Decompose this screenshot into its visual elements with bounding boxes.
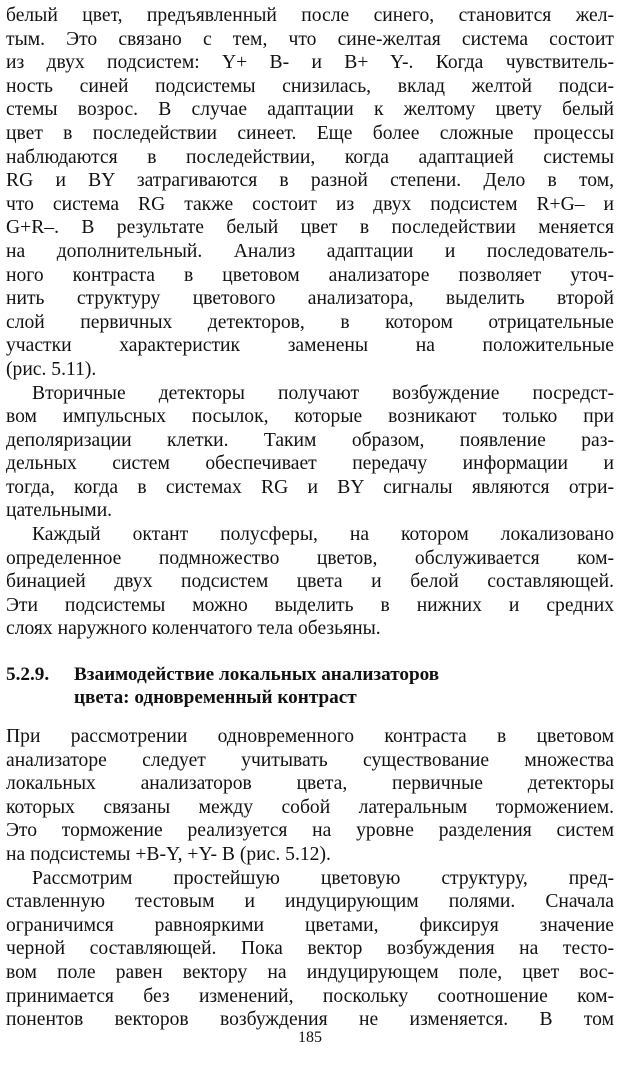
text-line: цвет в последействии синеет. Еще более сложные процессы <box>6 122 614 144</box>
text-line: ставленную тестовым и индуцирующим полями. Сначала <box>6 891 614 913</box>
section-number: 5.2.9. <box>6 664 50 686</box>
text-line: что система RG также состоит из двух подсистем R+G– и <box>6 193 614 215</box>
text-line: Рассмотрим простейшую цветовую структуру, пред- <box>32 867 614 889</box>
text-line: черной составляющей. Пока вектор возбуждения на тесто- <box>6 938 614 960</box>
book-page <box>6 4 614 1062</box>
text-line: определенное подмножество цветов, обслуживается ком- <box>6 547 614 569</box>
section-title-line-1: Взаимодействие локальных анализаторов <box>74 664 440 686</box>
text-line: Каждый октант полусферы, на котором локализовано <box>32 524 614 546</box>
text-line: Это торможение реализуется на уровне разделения систем <box>6 820 614 842</box>
text-line: тогда, когда в системах RG и BY сигналы являются отри- <box>6 476 614 498</box>
text-line: G+R–. В результате белый цвет в последействии меняется <box>6 217 614 239</box>
text-line: При рассмотрении одновременного контраста в цветовом <box>6 726 614 748</box>
text-line: вом поле равен вектору на индуцирующем поле, цвет вос- <box>6 961 614 983</box>
text-line: RG и BY затрагиваются в разной степени. Дело в том, <box>6 170 614 192</box>
text-line: (рис. 5.11). <box>6 358 97 380</box>
text-line: из двух подсистем: Y+ B- и B+ Y-. Когда чувствитель- <box>6 52 614 74</box>
text-line: ного контраста в цветовом анализаторе позволяет уточ- <box>6 264 614 286</box>
section-heading <box>6 663 614 709</box>
text-line: понентов векторов возбуждения не изменяется. В том <box>6 1009 614 1031</box>
text-line: нить структуру цветового анализатора, выделить второй <box>6 288 614 310</box>
paragraph-5 <box>6 867 614 1032</box>
text-line: ограничимся равнояркими цветами, фиксируя значение <box>6 914 614 936</box>
section-title-line-2: цвета: одновременный контраст <box>74 687 357 709</box>
text-line: принимается без изменений, поскольку соотношение ком- <box>6 985 614 1007</box>
text-line: Эти подсистемы можно выделить в нижних и средних <box>6 594 614 616</box>
paragraph-4 <box>6 725 614 867</box>
text-line: участки характеристик заменены на положительные <box>6 335 614 357</box>
text-line: стемы возрос. В случае адаптации к желтому цвету белый <box>6 99 614 121</box>
text-line: Вторичные детекторы получают возбуждение посредст- <box>32 382 614 404</box>
text-line: тым. Это связано с тем, что сине-желтая система состоит <box>6 28 614 50</box>
text-line: деполяризации клетки. Таким образом, появление раз- <box>6 429 614 451</box>
page-number: 185 <box>298 1029 322 1046</box>
text-line: цательными. <box>6 500 113 522</box>
paragraph-2 <box>6 382 614 524</box>
text-line: наблюдаются в последействии, когда адаптацией системы <box>6 146 614 168</box>
text-line: ность синей подсистемы снизилась, вклад желтой подси- <box>6 75 614 97</box>
paragraph-1 <box>6 4 614 382</box>
text-line: на подсистемы +B-Y, +Y- B (рис. 5.12). <box>6 844 331 865</box>
text-line: на дополнительный. Анализ адаптации и последователь- <box>6 240 614 262</box>
text-line: слой первичных детекторов, в котором отрицательные <box>6 311 614 333</box>
paragraph-3 <box>6 523 614 641</box>
text-line: бинацией двух подсистем цвета и белой составляющей. <box>6 571 614 593</box>
text-line: слоях наружного коленчатого тела обезьяны. <box>6 618 381 640</box>
text-line: анализаторе следует учитывать существование множества <box>6 749 614 771</box>
text-line: локальных анализаторов цвета, первичные детекторы <box>6 773 614 795</box>
text-line: белый цвет, предъявленный после синего, становится жел- <box>6 5 614 26</box>
text-line: которых связаны между собой латеральным торможением. <box>6 796 614 818</box>
text-line: дельных систем обеспечивает передачу информации и <box>6 453 614 475</box>
text-line: вом импульсных посылок, которые возникают только при <box>6 406 614 428</box>
